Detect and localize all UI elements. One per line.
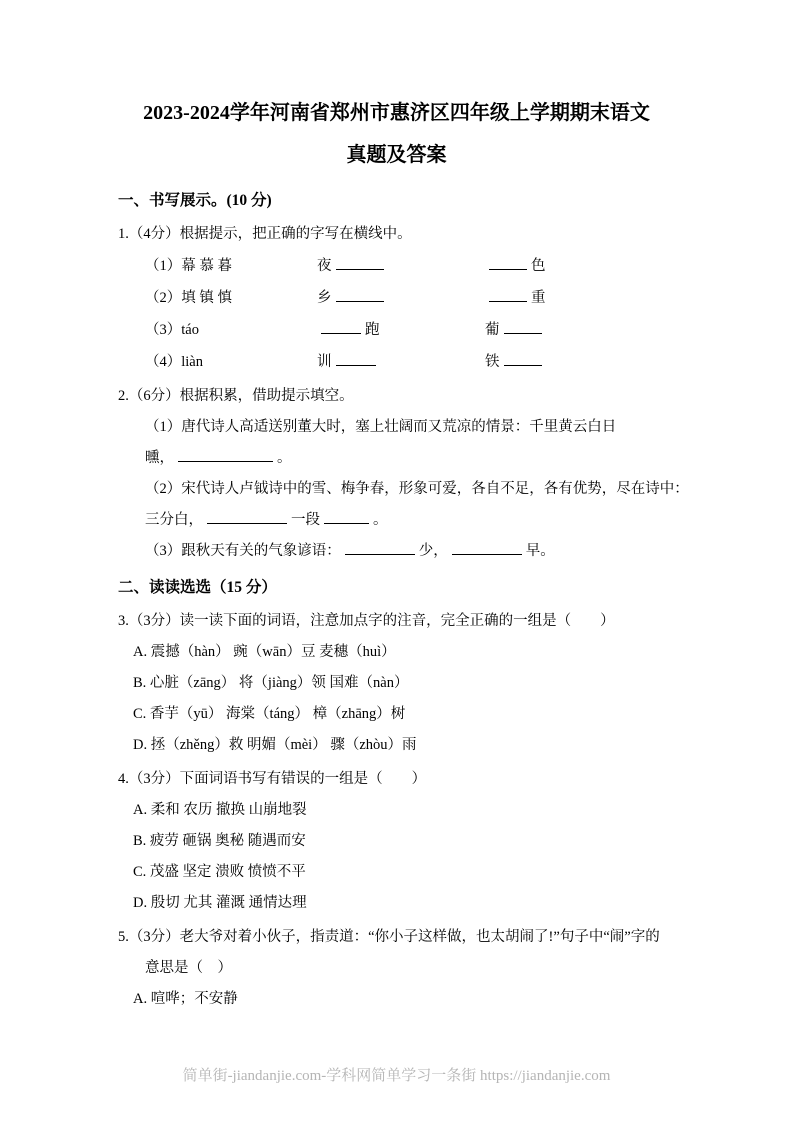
q2-p2-line2-post: 。	[373, 512, 388, 528]
q1-row-2	[118, 282, 680, 314]
q4-stem: 4.（3分）下面词语书写有错误的一组是（ ）	[118, 771, 427, 787]
answer-blank	[489, 286, 527, 302]
answer-blank	[324, 508, 369, 524]
q1-row1-right-post: 色	[531, 258, 546, 274]
q1-row2-mid	[317, 282, 485, 314]
q3-option-a: A. 震撼（hàn） 豌（wān）豆 麦穗（huì）	[133, 644, 396, 660]
q1-row1-right	[485, 250, 680, 282]
q2-p2-line2	[118, 505, 680, 536]
q2-p3-line	[118, 536, 680, 567]
q1-row4-right-pre: 铁	[485, 354, 500, 370]
q2-p3-mid: 少，	[418, 543, 448, 559]
title-line-2: 真题及答案	[346, 144, 447, 166]
answer-blank	[336, 350, 376, 366]
q3-option-d: D. 拯（zhěng）救 明媚（mèi） 骤（zhòu）雨	[133, 737, 417, 753]
q1-row4-label: （4）liàn	[145, 354, 203, 370]
q4-option-c: C. 茂盛 坚定 溃败 愤愤不平	[133, 864, 306, 880]
answer-blank	[345, 539, 415, 555]
answer-blank	[489, 254, 527, 270]
answer-blank	[504, 350, 542, 366]
q4-option-d: D. 殷切 尤其 灌溉 通情达理	[133, 895, 307, 911]
q1-row2-label: （2）填 镇 慎	[145, 290, 232, 306]
q5-option-a: A. 喧哗；不安静	[133, 991, 238, 1007]
q2-p1-line1: （1）唐代诗人高适送别董大时，塞上壮阔而又荒凉的情景：千里黄云白日	[145, 419, 617, 435]
q2-p2-line1: （2）宋代诗人卢钺诗中的雪、梅争春，形象可爱，各自不足，各有优势，尽在诗中：	[145, 481, 689, 497]
answer-blank	[321, 318, 361, 334]
q1-row2-right	[485, 282, 680, 314]
q2-p2-line2-mid: 一段	[291, 512, 320, 528]
q1-row4-right	[485, 346, 680, 378]
page-title	[0, 92, 793, 176]
q1-row3-label: （3）táo	[145, 322, 199, 338]
answer-blank	[207, 508, 287, 524]
answer-blank	[336, 254, 384, 270]
q1-row4-mid	[317, 346, 485, 378]
q2-p1-line2	[118, 443, 680, 474]
exam-content	[118, 180, 689, 1015]
q3-stem: 3.（3分）读一读下面的词语，注意加点字的注音，完全正确的一组是（ ）	[118, 613, 615, 629]
q1-row3-right	[485, 314, 680, 346]
q1-row3-mid	[317, 314, 485, 346]
q2-p3-post: 早。	[525, 543, 555, 559]
q1-row4-mid-pre: 训	[317, 354, 332, 370]
q1-stem: 1.（4分）根据提示，把正确的字写在横线中。	[118, 226, 412, 242]
q2-stem: 2.（6分）根据积累，借助提示填空。	[118, 388, 354, 404]
section2-heading: 二、读读选选（15 分）	[118, 579, 277, 596]
page-footer: 简单街-jiandanjie.com-学科网简单学习一条街 https://jiandanjie.com	[182, 1068, 611, 1084]
answer-blank	[336, 286, 384, 302]
q3-option-c: C. 香芋（yū） 海棠（táng） 樟（zhāng）树	[133, 706, 406, 722]
answer-blank	[504, 318, 542, 334]
q2-p1-line2-post: 。	[277, 450, 292, 466]
q2-p1-line2-pre: 曛，	[145, 450, 174, 466]
section1-heading: 一、书写展示。(10 分)	[118, 192, 272, 209]
title-line-1: 2023-2024学年河南省郑州市惠济区四年级上学期期末语文	[143, 102, 650, 124]
q1-row1-mid	[317, 250, 485, 282]
q5-stem-line1: 5.（3分）老大爷对着小伙子，指责道：“你小子这样做，也太胡闹了!”句子中“闹”字的	[118, 929, 660, 945]
answer-blank	[178, 446, 273, 462]
q1-row-4	[118, 346, 680, 378]
q1-row-3	[118, 314, 680, 346]
q1-row1-mid-pre: 夜	[317, 258, 332, 274]
q1-row3-mid-post: 跑	[365, 322, 380, 338]
q4-option-a: A. 柔和 农历 撤换 山崩地裂	[133, 802, 307, 818]
q5-stem-line2: 意思是（ ）	[145, 960, 232, 976]
q3-option-b: B. 心脏（zāng） 将（jiàng）领 国难（nàn）	[133, 675, 409, 691]
q2-p3-pre: （3）跟秋天有关的气象谚语：	[145, 543, 341, 559]
q1-row1-label: （1）幕 慕 暮	[145, 258, 232, 274]
q1-row3-right-pre: 葡	[485, 322, 500, 338]
q1-row-1	[118, 250, 680, 282]
q1-row2-mid-pre: 乡	[317, 290, 332, 306]
answer-blank	[452, 539, 522, 555]
q2-p2-line2-pre: 三分白，	[145, 512, 203, 528]
q1-row2-right-post: 重	[531, 290, 546, 306]
q4-option-b: B. 疲劳 砸锅 奥秘 随遇而安	[133, 833, 306, 849]
